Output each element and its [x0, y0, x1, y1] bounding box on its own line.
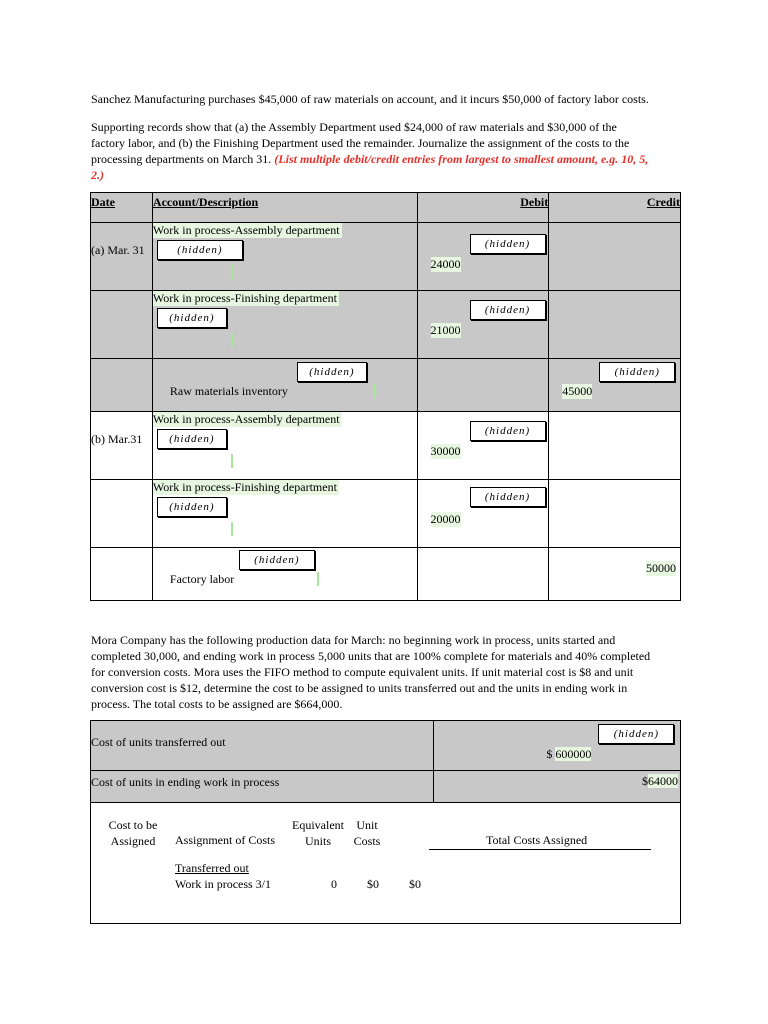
account-name: Work in process-Assembly department: [152, 223, 340, 237]
account-header: Account/Description: [152, 195, 259, 209]
account-name: Work in process-Finishing department: [152, 480, 337, 494]
journal-row: [91, 359, 681, 412]
entry-date: (a) Mar. 31: [91, 243, 145, 257]
problem1-instruction: (List multiple debit/credit entries from largest to smallest amount, e.g. 10, 5,: [274, 152, 649, 166]
journal-row: [91, 223, 681, 291]
debit-hidden-field[interactable]: (hidden): [470, 300, 546, 320]
col-units: Units: [304, 834, 331, 848]
account-name: Work in process-Finishing department: [152, 291, 337, 305]
transferred-label: Cost of units transferred out: [91, 735, 226, 749]
input-cursor: [373, 384, 375, 398]
problem2-line2: completed 30,000, and ending work in process 5,000 units that are 100% complete for materials and 40% completed: [91, 649, 651, 663]
currency-sign: $: [546, 747, 553, 761]
journal-header-row: [91, 193, 681, 223]
credit-amount: 45000: [562, 384, 593, 398]
debit-amount: 30000: [430, 444, 461, 458]
journal-row: [91, 548, 681, 601]
col-assigned: Assigned: [110, 834, 156, 848]
col-equivalent: Equivalent: [292, 818, 344, 832]
wip-total: $0: [409, 877, 421, 891]
header-divider: [429, 849, 651, 850]
credit-hidden-field[interactable]: (hidden): [599, 362, 675, 382]
account-hidden-field[interactable]: (hidden): [157, 240, 243, 260]
currency-sign: $: [642, 774, 648, 788]
col-assignment: Assignment of Costs: [175, 833, 276, 847]
problem1-line1: Supporting records show that (a) the Assembly Department used $24,000 of raw materials and $30,000 of the: [91, 120, 617, 134]
journal-table: [90, 192, 681, 601]
account-name: Factory labor: [169, 572, 235, 586]
problem2-line1: Mora Company has the following production data for March: no beginning work in process, units started and: [91, 633, 616, 647]
account-hidden-field[interactable]: (hidden): [157, 497, 227, 517]
input-cursor: [231, 454, 233, 468]
ending-value: 64000: [648, 774, 678, 788]
transferred-out-label: Transferred out: [175, 861, 249, 875]
wip-unit-cost: $0: [367, 877, 379, 891]
account-name: Raw materials inventory: [169, 384, 288, 398]
cost-row-ending: [91, 771, 681, 803]
debit-amount: 21000: [430, 323, 461, 337]
wip-units: 0: [331, 877, 337, 891]
problem1-line2: factory labor, and (b) the Finishing Department used the remainder. Journalize the assignment of the costs to the: [91, 136, 630, 150]
input-cursor: [317, 572, 319, 586]
transferred-value: 600000: [555, 747, 592, 761]
schedule-row: [91, 803, 681, 924]
credit-header: Credit: [646, 195, 680, 209]
debit-amount: 24000: [430, 257, 461, 271]
problem2-line4: conversion cost is $12, determine the cost to be assigned to units transferred out and the units in ending work in: [91, 681, 628, 695]
wip-label: Work in process 3/1: [175, 877, 272, 891]
col-costs: Costs: [353, 834, 381, 848]
account-hidden-field[interactable]: (hidden): [297, 362, 367, 382]
journal-row: [91, 291, 681, 359]
debit-hidden-field[interactable]: (hidden): [470, 234, 546, 254]
entry-date: (b) Mar.31: [91, 432, 143, 446]
debit-amount: 20000: [430, 512, 461, 526]
problem2-line3: for conversion costs. Mora uses the FIFO method to compute equivalent units. If unit material cost is $8 and unit: [91, 665, 634, 679]
cost-table: [90, 720, 681, 924]
problem1-instruction-end: 2.): [91, 168, 104, 182]
problem1-line3: [91, 151, 681, 167]
problem1-intro: Sanchez Manufacturing purchases $45,000 of raw materials on account, and it incurs $50,000 of factory labor costs.: [91, 92, 649, 106]
input-cursor: [231, 522, 233, 536]
account-hidden-field[interactable]: (hidden): [239, 550, 315, 570]
col-total: Total Costs Assigned: [486, 833, 588, 847]
input-cursor: [231, 333, 233, 347]
problem1-line3-text: processing departments on March 31.: [91, 152, 275, 166]
debit-hidden-field[interactable]: (hidden): [470, 421, 546, 441]
journal-row: [91, 480, 681, 548]
col-cost-to-be: Cost to be: [108, 818, 158, 832]
date-header: Date: [91, 195, 115, 209]
credit-amount: 50000: [646, 561, 676, 575]
cost-row-transferred: [91, 721, 681, 771]
transferred-hidden-field[interactable]: (hidden): [598, 724, 674, 744]
ending-label: Cost of units in ending work in process: [91, 775, 280, 789]
account-name: Work in process-Assembly department: [152, 412, 340, 426]
col-unit: Unit: [356, 818, 378, 832]
problem2-line5: process. The total costs to be assigned are $664,000.: [91, 697, 343, 711]
account-hidden-field[interactable]: (hidden): [157, 308, 227, 328]
account-hidden-field[interactable]: (hidden): [157, 429, 227, 449]
journal-row: [91, 412, 681, 480]
debit-header: Debit: [520, 195, 549, 209]
input-cursor: [231, 265, 233, 279]
debit-hidden-field[interactable]: (hidden): [470, 487, 546, 507]
